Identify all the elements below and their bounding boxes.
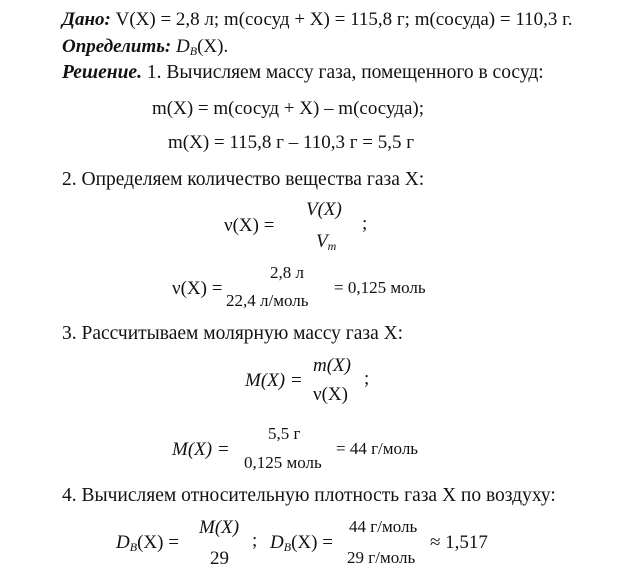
determine-symbol: D [176, 36, 190, 57]
nu-value-denominator: 22,4 л/моль [226, 291, 309, 310]
solution-step1: 1. Вычисляем массу газа, помещенного в сосуд: [146, 62, 544, 83]
solution-step3: 3. Рассчитываем молярную массу газа X: [62, 323, 404, 344]
given-label: Дано: [62, 9, 111, 30]
nu-value-lhs: ν(X) = [172, 278, 223, 299]
density-value-result: ≈ 1,517 [430, 532, 488, 553]
solution-label: Решение. [62, 62, 142, 83]
nu-formula-lhs: ν(X) = [224, 215, 275, 236]
determine-label: Определить: [62, 36, 172, 57]
density-value-denominator: 29 г/моль [347, 548, 416, 567]
molar-value-lhs: M(X) = [172, 439, 230, 460]
molar-value-numerator: 5,5 г [268, 424, 301, 443]
nu-formula-semicolon: ; [362, 213, 368, 234]
solution-step1-line [62, 63, 544, 83]
nu-formula-numerator: V(X) [306, 199, 342, 220]
equation-mass-value: m(X) = 115,8 г – 110,3 г = 5,5 г [168, 132, 415, 153]
density-formula-lhs: $D_B(X)$ = [116, 532, 179, 554]
determine-tail: (X). [197, 36, 229, 57]
density-formula-semicolon: ; [252, 530, 258, 551]
nu-value-result: = 0,125 моль [334, 278, 426, 297]
given-text: V(X) = 2,8 л; m(сосуд + X) = 115,8 г; m(сосуда) = 110,3 г. [115, 9, 573, 30]
solution-step4: 4. Вычисляем относительную плотность газа X по воздуху: [62, 485, 556, 506]
molar-formula-denominator: ν(X) [313, 384, 348, 405]
given-line [62, 10, 573, 29]
determine-sub: B [189, 44, 198, 58]
density-formula-denominator: 29 [210, 548, 229, 569]
molar-value-denominator: 0,125 моль [244, 453, 322, 472]
determine-line [62, 37, 228, 57]
solution-step2: 2. Определяем количество вещества газа X: [62, 169, 425, 190]
molar-formula-numerator: m(X) [313, 355, 351, 376]
nu-value-numerator: 2,8 л [270, 263, 304, 282]
density-value-lhs: $D_B(X)$ = [270, 532, 333, 554]
molar-formula-lhs: M(X) = [245, 370, 303, 391]
molar-value-result: = 44 г/моль [336, 439, 419, 458]
molar-formula-semicolon: ; [364, 368, 370, 389]
density-value-numerator: 44 г/моль [349, 517, 418, 536]
nu-formula-denominator: $V_m$ [316, 231, 337, 253]
equation-mass-formula: m(X) = m(сосуд + X) – m(сосуда); [152, 98, 425, 119]
density-formula-numerator: M(X) [199, 517, 240, 538]
